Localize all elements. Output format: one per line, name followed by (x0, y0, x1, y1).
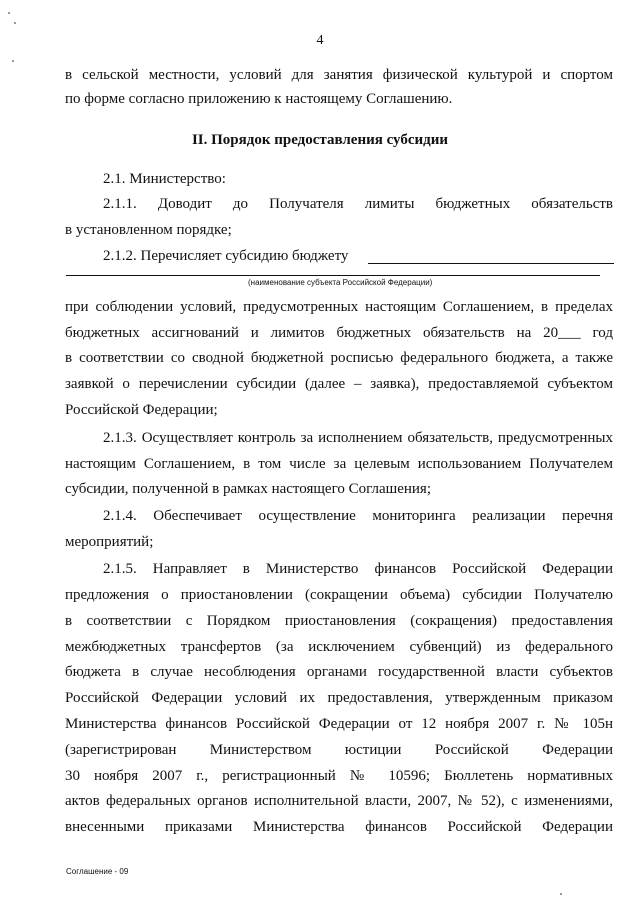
text-line: (зарегистрирован Министерством юстиции Российской Федерации (65, 742, 613, 758)
text-line: бюджета в случае несоблюдения органами государственной власти субъектов (65, 664, 613, 680)
text-line: по форме согласно приложению к настоящему Соглашению. (65, 91, 453, 107)
text-line: 2.1.4. Обеспечивает осуществление мониторинга реализации перечня (103, 508, 613, 524)
text-line: в соответствии с Порядком приостановления (сокращения) предоставления (65, 613, 613, 629)
scan-speck (8, 12, 10, 14)
text-line: 2.1.5. Направляет в Министерство финансов Российской Федерации (103, 561, 613, 577)
text-line: 2.1.1. Доводит до Получателя лимиты бюджетных обязательств (103, 196, 613, 212)
text-line: 30 ноября 2007 г., регистрационный № 10596; Бюллетень нормативных (65, 768, 613, 784)
field-caption: (наименование субъекта Российской Федерации) (248, 278, 433, 287)
text-line: настоящим Соглашением, в том числе за целевым использованием Получателем (65, 456, 613, 472)
text-line: предложения о приостановлении (сокращении объема) субсидии Получателю (65, 587, 613, 603)
text-line: заявкой о перечислении субсидии (далее – заявка), предоставляемой субъектом (65, 376, 613, 392)
section-heading: II. Порядок предоставления субсидии (191, 132, 449, 148)
text-line: в сельской местности, условий для занятия физической культурой и спортом (65, 67, 613, 83)
text-line: 2.1.2. Перечисляет субсидию бюджету (103, 248, 349, 264)
text-line: 2.1.3. Осуществляет контроль за исполнением обязательств, предусмотренных (103, 430, 613, 446)
page-footer: Соглашение - 09 (66, 867, 129, 876)
text-line: Министерства финансов Российской Федерации от 12 ноября 2007 г. № 105н (65, 716, 613, 732)
fill-in-line (368, 263, 614, 264)
fill-in-line (66, 275, 600, 276)
text-line: 2.1. Министерство: (103, 171, 226, 187)
text-line: Российской Федерации; (65, 402, 218, 418)
text-line: бюджетных ассигнований и лимитов бюджетных обязательств на 20___ год (65, 325, 613, 341)
scan-speck (14, 22, 16, 24)
page-number: 4 (316, 33, 324, 48)
text-line: субсидии, полученной в рамках настоящего Соглашения; (65, 481, 431, 497)
text-line: мероприятий; (65, 534, 154, 550)
text-line: в соответствии со сводной бюджетной росписью федерального бюджета, а также (65, 350, 613, 366)
scan-speck (12, 60, 14, 62)
text-line: актов федеральных органов исполнительной власти, 2007, № 52), с изменениями, (65, 793, 613, 809)
text-line: Российской Федерации условий их предоставления, утвержденным приказом (65, 690, 613, 706)
text-line: при соблюдении условий, предусмотренных настоящим Соглашением, в пределах (65, 299, 613, 315)
text-line: внесенными приказами Министерства финансов Российской Федерации (65, 819, 613, 835)
text-line: в установленном порядке; (65, 222, 232, 238)
scan-speck (560, 893, 562, 895)
text-line: межбюджетных трансфертов (за исключением субвенций) из федерального (65, 639, 613, 655)
